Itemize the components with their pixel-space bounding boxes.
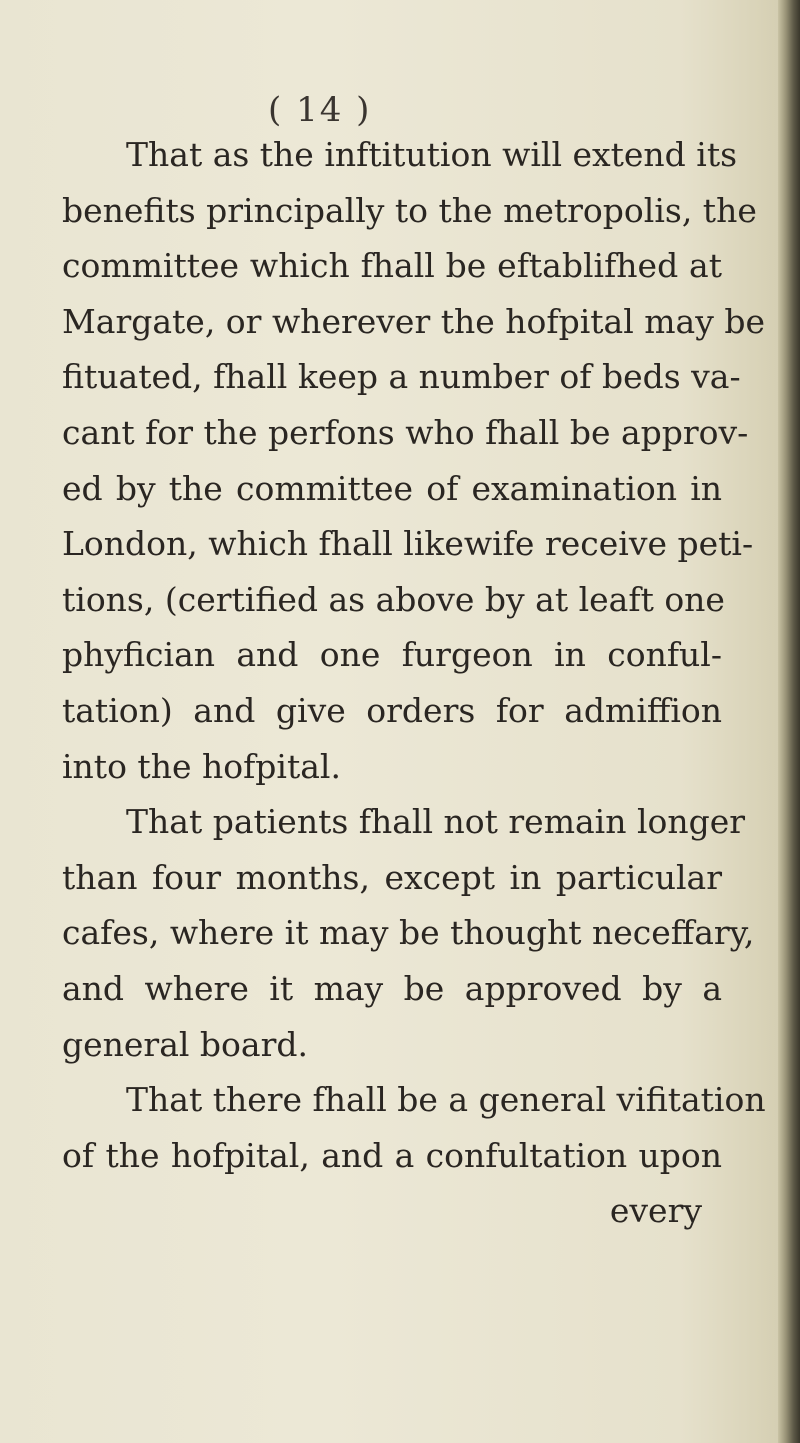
text-line: That there fhall be a general vifitation: [126, 1080, 766, 1120]
page-number: ( 14 ): [268, 90, 372, 130]
catchword: every: [609, 1191, 702, 1231]
text-line: than four months, except in particular: [62, 857, 722, 897]
text-line: That as the inftitution will extend its: [126, 135, 738, 174]
text-line: benefits principally to the metropolis, the: [62, 190, 757, 230]
text-line: tions, (certified as above by at leaft one: [62, 579, 725, 619]
page-body-text: [62, 127, 766, 1239]
page-gutter-edge: [778, 0, 800, 1443]
text-line: ed by the committee of examination in: [62, 468, 722, 508]
catchword-line: [62, 1183, 722, 1239]
text-line: fituated, fhall keep a number of beds va-: [62, 357, 741, 397]
text-line: committee which fhall be eftablifhed at: [62, 246, 722, 286]
text-line: cant for the perfons who fhall be approv-: [62, 412, 749, 452]
text-line: phyfician and one furgeon in conful-: [62, 635, 722, 675]
text-line-last: general board.: [62, 1024, 308, 1064]
text-line: and where it may be approved by a: [62, 968, 722, 1008]
text-line: of the hofpital, and a confultation upon: [62, 1135, 722, 1175]
text-line: tation) and give orders for admiffion: [62, 690, 722, 730]
text-line-last: into the hofpital.: [62, 746, 341, 786]
text-line: cafes, where it may be thought neceffary,: [62, 913, 755, 953]
text-line: London, which fhall likewife receive peti-: [62, 524, 754, 564]
text-line: Margate, or wherever the hofpital may be: [62, 301, 765, 341]
text-line: That patients fhall not remain longer: [126, 802, 746, 842]
